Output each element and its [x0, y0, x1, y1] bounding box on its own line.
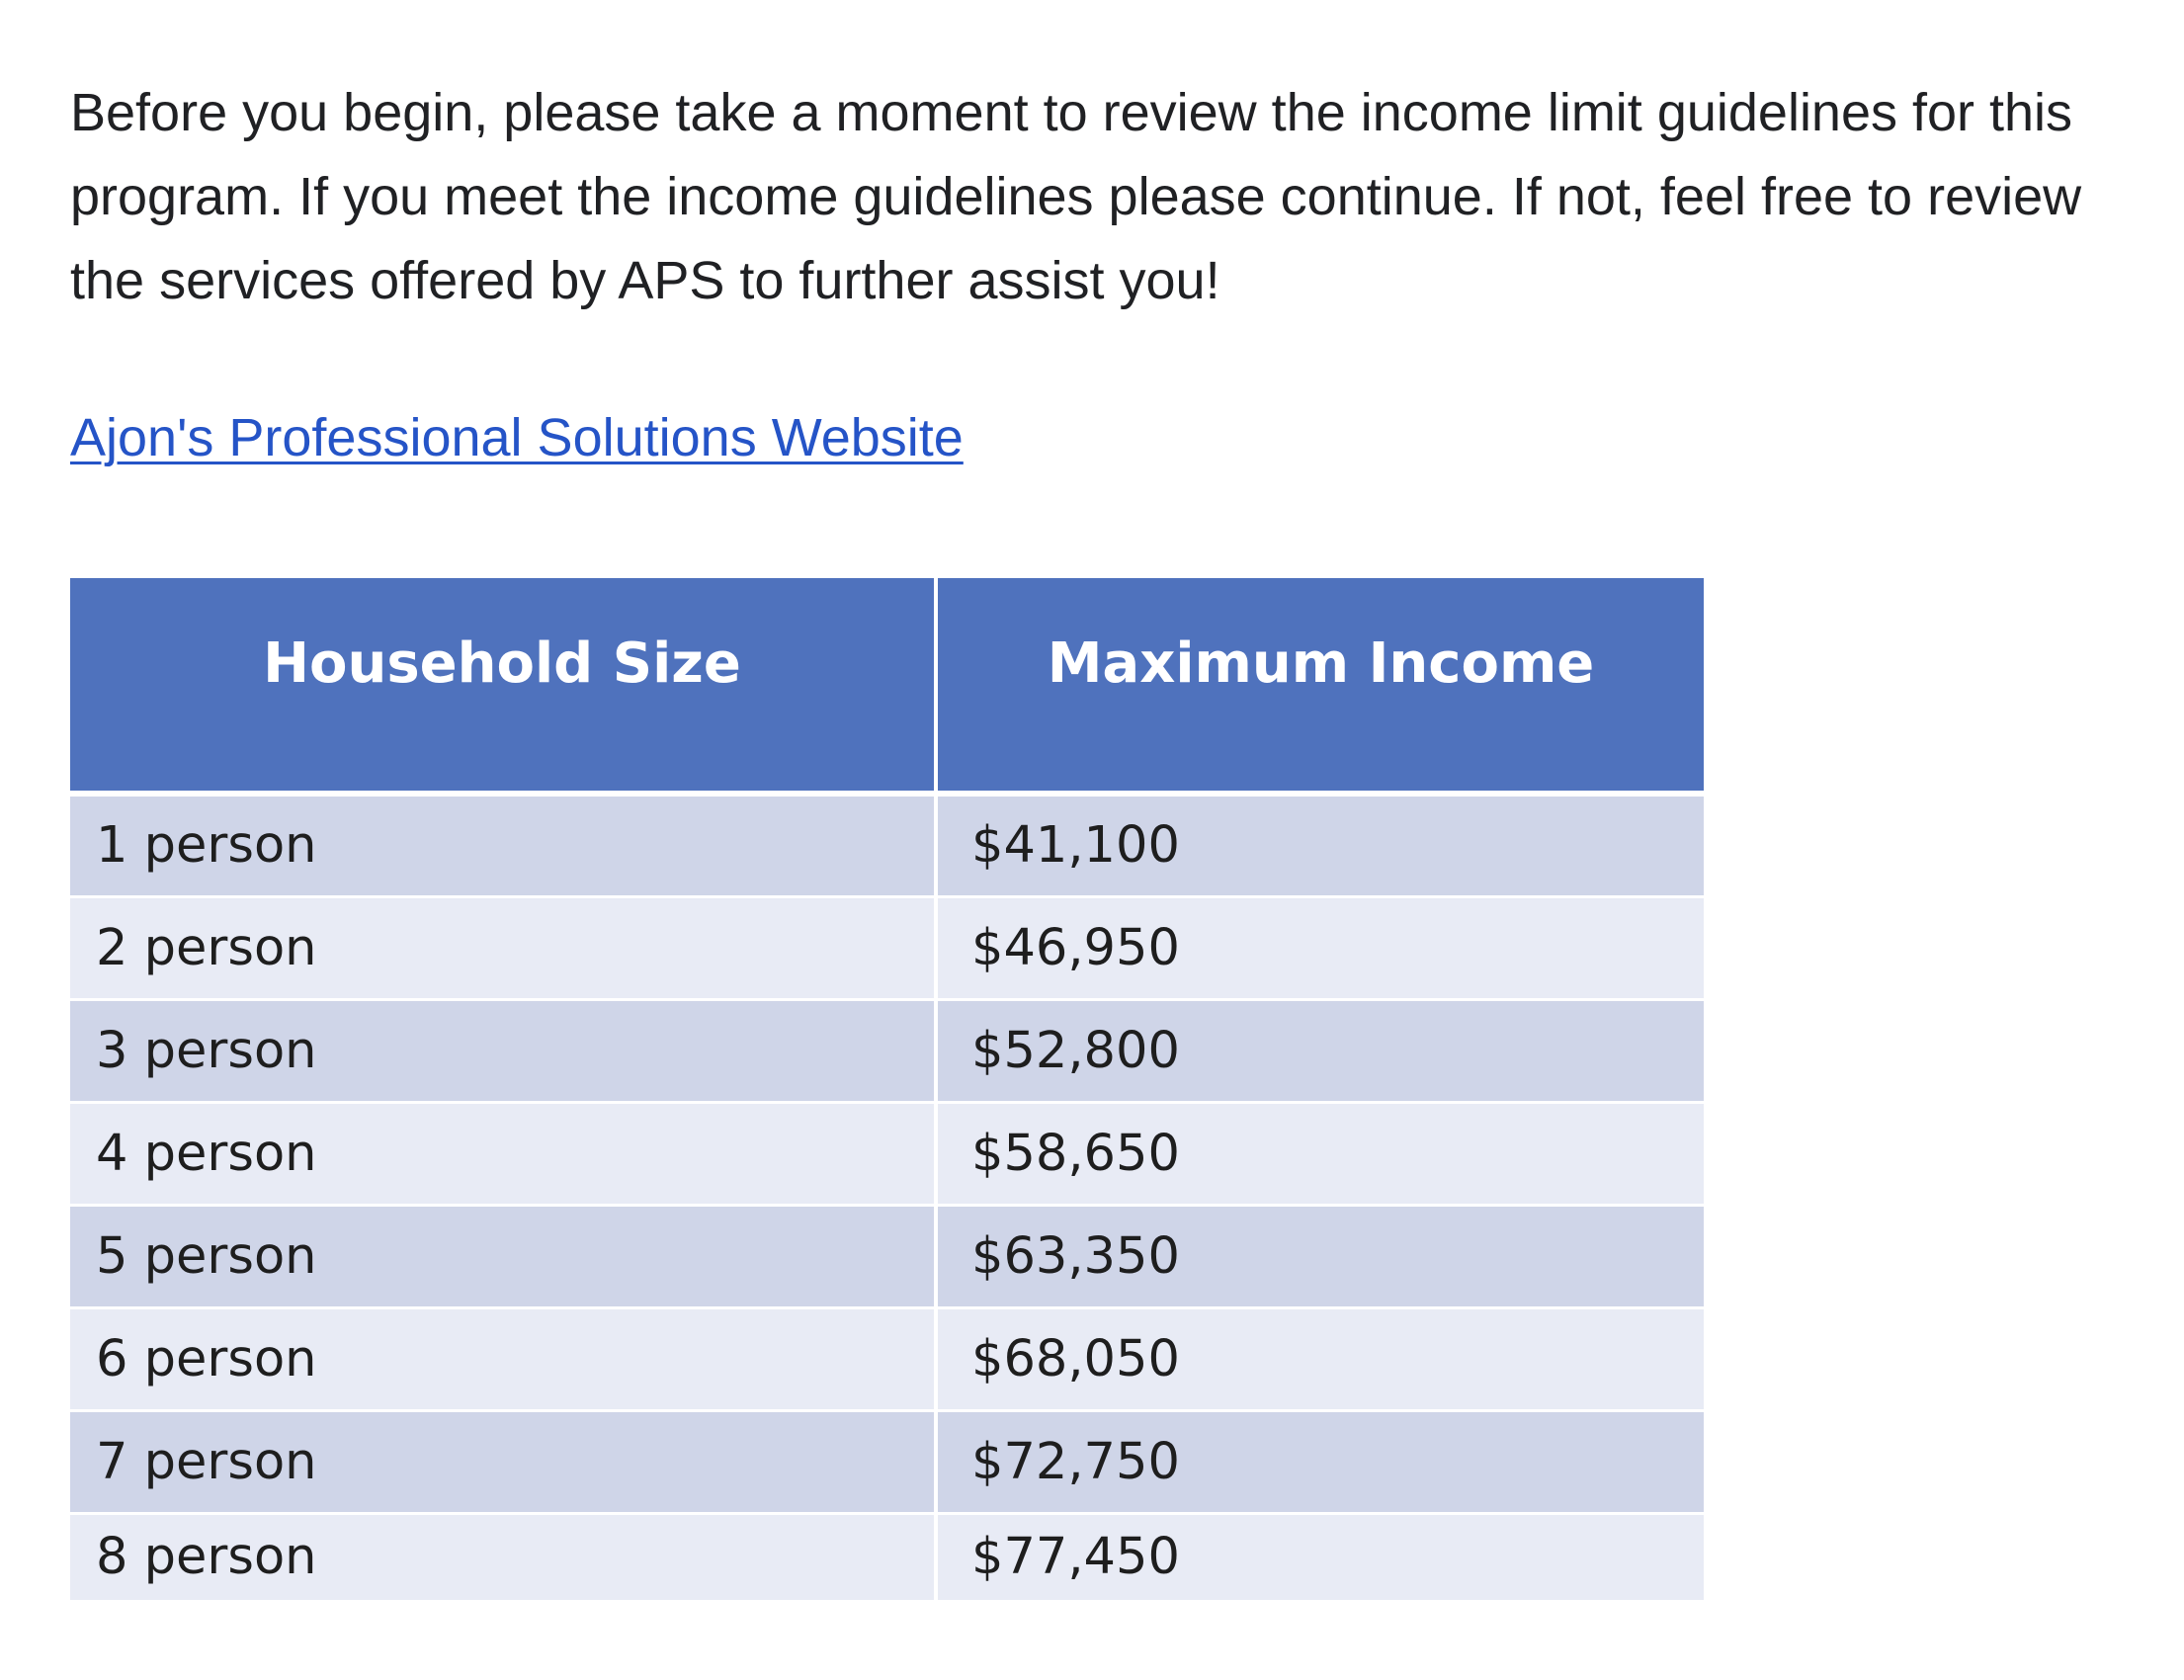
table-row: [70, 1410, 1704, 1513]
table-header-row: [70, 578, 1704, 794]
maximum-income-cell: $68,050: [936, 1307, 1704, 1410]
household-size-cell: 1 person: [70, 794, 936, 896]
maximum-income-cell: $58,650: [936, 1102, 1704, 1205]
household-size-cell: 4 person: [70, 1102, 936, 1205]
table-row: [70, 999, 1704, 1102]
maximum-income-cell: $46,950: [936, 896, 1704, 999]
maximum-income-cell: $72,750: [936, 1410, 1704, 1513]
table-row: [70, 1307, 1704, 1410]
income-limit-table: [70, 578, 1704, 1600]
table-row: [70, 1102, 1704, 1205]
header-household-size: Household Size: [70, 578, 936, 794]
income-limit-table-container: [70, 578, 1704, 1600]
maximum-income-cell: $77,450: [936, 1513, 1704, 1600]
maximum-income-cell: $41,100: [936, 794, 1704, 896]
household-size-cell: 3 person: [70, 999, 936, 1102]
intro-paragraph: Before you begin, please take a moment to review the income limit guidelines for this program. If you meet the income guidelines please continue. If not, feel free to review the services offered by APS to further assist you!: [70, 83, 2082, 310]
header-maximum-income: Maximum Income: [936, 578, 1704, 794]
table-row: [70, 896, 1704, 999]
household-size-cell: 7 person: [70, 1410, 936, 1513]
household-size-cell: 8 person: [70, 1513, 936, 1600]
table-row: [70, 794, 1704, 896]
table-row: [70, 1205, 1704, 1307]
aps-website-link[interactable]: Ajon's Professional Solutions Website: [70, 408, 964, 467]
household-size-cell: 5 person: [70, 1205, 936, 1307]
household-size-cell: 6 person: [70, 1307, 936, 1410]
maximum-income-cell: $63,350: [936, 1205, 1704, 1307]
household-size-cell: 2 person: [70, 896, 936, 999]
maximum-income-cell: $52,800: [936, 999, 1704, 1102]
table-row: [70, 1513, 1704, 1600]
